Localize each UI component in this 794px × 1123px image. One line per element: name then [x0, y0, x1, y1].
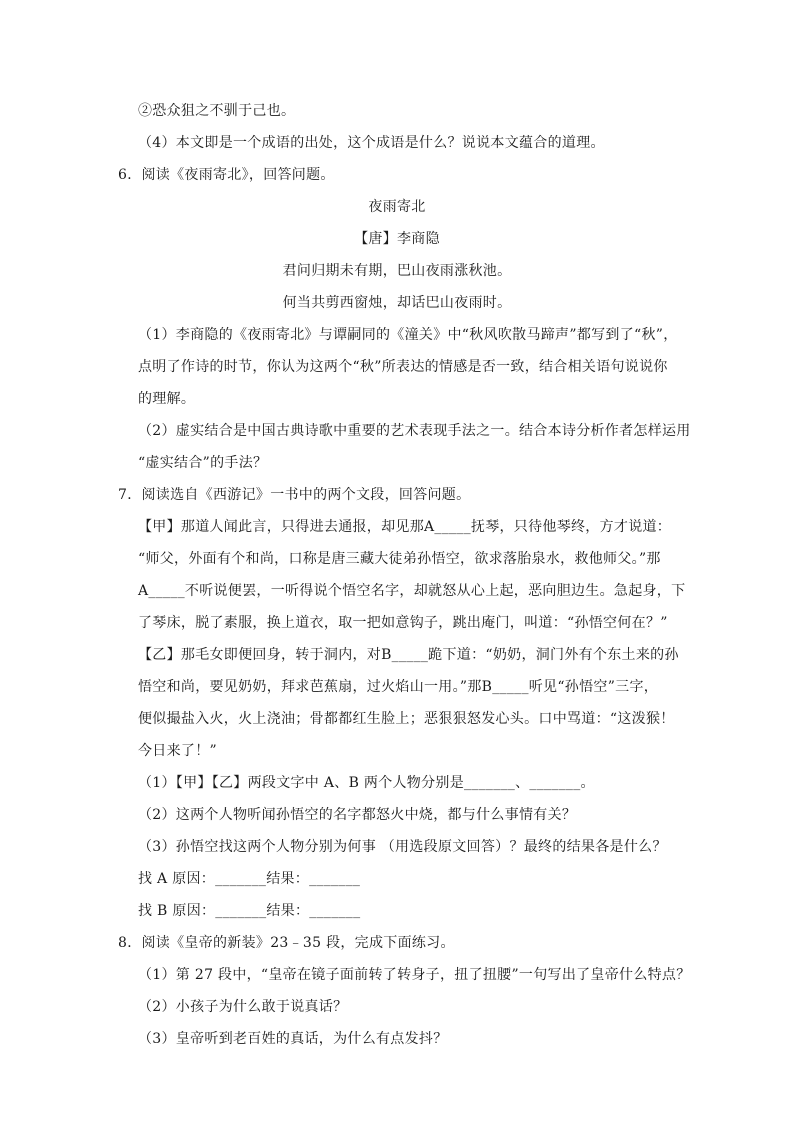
passage-line: 了琴床，脱了素服，换上道衣，取一把如意钩子，跳出庵门，叫道：“孙悟空何在？” — [138, 615, 668, 631]
text-line: “虚实结合”的手法？ — [138, 455, 268, 471]
passage-line: 悟空和尚，要见奶奶，拜求芭蕉扇，过火焰山一用。”那B_____听见“孙悟空”三字， — [138, 679, 659, 695]
text-line: ②恐众狙之不驯于己也。 — [138, 103, 296, 119]
passage-line: 便似撮盐入火，火上浇油；骨都都红生脸上；恶狠狠怒发心头。口中骂道：“这泼猴！ — [138, 711, 675, 727]
poem-line: 君问归期未有期，巴山夜雨涨秋池。 — [282, 263, 512, 279]
poem-line: 何当共剪西窗烛，却话巴山夜雨时。 — [282, 295, 512, 311]
passage-line: A_____不听说便罢，一听得说个悟空名字，却就怒从心上起，恶向胆边生。急起身，下 — [138, 583, 686, 599]
question-7-heading: 7．阅读选自《西游记》一书中的两个文段，回答问题。 — [118, 487, 471, 503]
question-8-1: （1）第 27 段中，“皇帝在镜子面前转了转身子，扭了扭腰”一句写出了皇帝什么特点？ — [138, 967, 691, 983]
poem-title: 夜雨寄北 — [368, 199, 426, 215]
text-line: 的理解。 — [138, 391, 196, 407]
passage-line: 【甲】那道人闻此言，只得进去通报，却见那A_____抚琴，只待他琴终，方才说道： — [138, 519, 672, 535]
question-4: （4）本文即是一个成语的出处，这个成语是什么？说说本文蕴合的道理。 — [138, 135, 605, 151]
question-6-heading: 6．阅读《夜雨寄北》，回答问题。 — [118, 167, 335, 183]
question-6-1: （1）李商隐的《夜雨寄北》与谭嗣同的《潼关》中“秋风吹散马蹄声”都写到了“秋”， — [138, 327, 678, 343]
question-7-1: （1）【甲】【乙】两段文字中 A、B 两个人物分别是_______、_______。 — [138, 775, 595, 791]
question-7-3: （3）孙悟空找这两个人物分别为何事 （用选段原文回答）？最终的结果各是什么？ — [138, 839, 667, 855]
poem-author: 【唐】李商隐 — [354, 231, 440, 247]
answer-line-b: 找 B 原因：_______结果：_______ — [138, 903, 361, 919]
answer-line-a: 找 A 原因：_______结果：_______ — [138, 871, 361, 887]
passage-line: 【乙】那毛女即便回身，转于洞内，对B_____跪下道：“奶奶，洞门外有个东土来的孙 — [138, 647, 679, 663]
passage-line: “师父，外面有个和尚，口称是唐三藏大徒弟孙悟空，欲求落胎泉水，救他师父。”那 — [138, 551, 661, 567]
question-6-2: （2）虚实结合是中国古典诗歌中重要的艺术表现手法之一。结合本诗分析作者怎样运用 — [138, 423, 691, 439]
question-7-2: （2）这两个人物听闻孙悟空的名字都怒火中烧，都与什么事情有关？ — [138, 807, 577, 823]
question-8-3: （3）皇帝听到老百姓的真话，为什么有点发抖？ — [138, 1031, 448, 1047]
text-line: 点明了作诗的时节，你认为这两个“秋”所表达的情感是否一致，结合相关语句说说你 — [138, 359, 668, 375]
question-8-2: （2）小孩子为什么敢于说真话？ — [138, 999, 348, 1015]
question-8-heading: 8．阅读《皇帝的新装》23﹣35 段，完成下面练习。 — [118, 935, 455, 951]
passage-line: 今日来了！” — [138, 743, 217, 759]
